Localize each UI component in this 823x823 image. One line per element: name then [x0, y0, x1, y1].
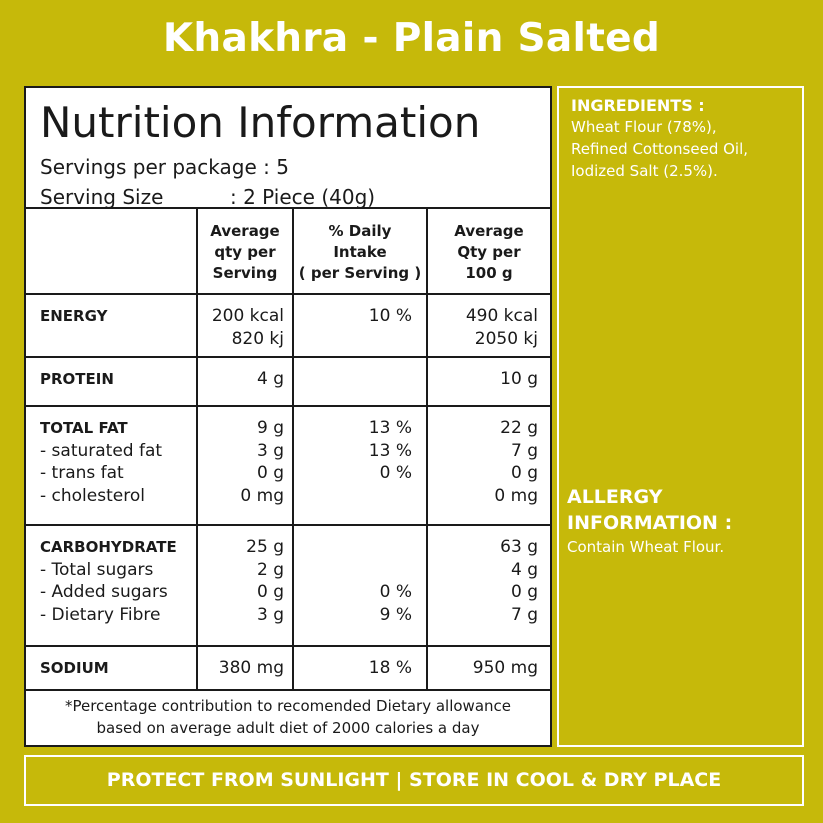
sub-nutrient-name: - Dietary Fibre: [40, 604, 161, 625]
per100-cell: [428, 647, 550, 689]
nutrient-cell: [26, 295, 198, 356]
serving-value: 0 g: [256, 463, 284, 483]
table-row-energy: [26, 295, 550, 358]
servings-value: 5: [276, 155, 289, 179]
nutrition-header: [40, 94, 540, 212]
daily-cell: [294, 295, 428, 356]
serving-cell: [198, 358, 294, 405]
ingredients-heading: INGREDIENTS :: [571, 96, 705, 115]
ingredients-line: Wheat Flour (78%),: [571, 118, 717, 136]
serving-cell: [198, 526, 294, 645]
sub-nutrient-name: - trans fat: [40, 463, 124, 483]
header-per100-line: 100 g: [465, 264, 513, 282]
nutrient-name: PROTEIN: [40, 370, 114, 388]
sub-nutrient-name: - saturated fat: [40, 440, 163, 461]
serving-cell: [198, 407, 294, 524]
header-serving-line: Average: [210, 222, 280, 240]
nutrition-panel: [24, 86, 552, 747]
allergy-heading: ALLERGY: [567, 486, 663, 508]
table-row-carbohydrate: [26, 526, 550, 647]
daily-cell: [294, 647, 428, 689]
header-serving-line: qty per: [214, 243, 276, 261]
info-sidebar: [557, 86, 804, 747]
header-daily: [294, 209, 428, 293]
per100-value: 4 g: [510, 559, 538, 580]
nutrient-cell: [26, 407, 198, 524]
header-nutrient: [26, 209, 198, 293]
serving-value: 820 kj: [231, 328, 284, 349]
storage-banner: PROTECT FROM SUNLIGHT | STORE IN COOL & DRY PLACE: [24, 755, 804, 806]
serving-value: 25 g: [246, 537, 284, 557]
per100-value: 10 g: [500, 369, 538, 389]
serving-value: 0 mg: [240, 485, 284, 506]
per100-value: 7 g: [510, 604, 538, 625]
daily-value: 9 %: [379, 604, 412, 625]
servings-line: [40, 152, 540, 182]
header-daily-line: % Daily: [328, 222, 392, 240]
serving-value: 3 g: [256, 604, 284, 625]
per100-value: 7 g: [510, 440, 538, 461]
nutrient-cell: [26, 647, 198, 689]
footnote-line: *Percentage contribution to recomended Dietary allowance: [64, 697, 511, 715]
serving-value: 3 g: [256, 440, 284, 461]
header-per100: [428, 209, 550, 293]
daily-value: 0 %: [379, 463, 412, 483]
daily-value: [294, 536, 412, 559]
daily-cell: [294, 407, 428, 524]
footnote-line: based on average adult diet of 2000 calories a day: [96, 719, 480, 737]
table-header-row: [26, 209, 550, 295]
per100-cell: [428, 295, 550, 356]
sub-nutrient-name: - Added sugars: [40, 582, 168, 602]
serving-value: 380 mg: [218, 658, 284, 678]
header-per100-line: Qty per: [457, 243, 521, 261]
serving-cell: [198, 295, 294, 356]
nutrient-name: CARBOHYDRATE: [40, 538, 177, 556]
daily-value: 13 %: [368, 418, 412, 438]
header-daily-line: ( per Serving ): [298, 264, 422, 282]
ingredients-block: [571, 96, 797, 182]
daily-value: [294, 368, 412, 391]
product-title: Khakhra - Plain Salted: [162, 16, 661, 61]
per100-value: 0 g: [510, 463, 538, 483]
ingredients-line: Iodized Salt (2.5%).: [571, 162, 718, 180]
table-row-sodium: [26, 647, 550, 691]
serving-size-label: Serving Size: [40, 185, 164, 209]
per100-value: 950 mg: [472, 658, 538, 678]
sub-nutrient-name: - cholesterol: [40, 485, 145, 506]
ingredients-line: Refined Cottonseed Oil,: [571, 140, 749, 158]
serving-value: 200 kcal: [211, 306, 284, 326]
daily-value: 18 %: [368, 658, 412, 678]
header-daily-line: Intake: [333, 243, 387, 261]
per100-value: 0 g: [510, 582, 538, 602]
daily-cell: [294, 358, 428, 405]
serving-value: 0 g: [256, 582, 284, 602]
allergy-block: [567, 484, 797, 558]
per100-value: 63 g: [500, 537, 538, 557]
allergy-text: Contain Wheat Flour.: [567, 538, 725, 556]
serving-cell: [198, 647, 294, 689]
nutrient-name: TOTAL FAT: [40, 419, 128, 437]
footnote: [26, 687, 550, 745]
header-serving-line: Serving: [212, 264, 278, 282]
per100-value: 2050 kj: [474, 328, 538, 349]
servings-label: Servings per package :: [40, 155, 270, 179]
nutrition-table: [26, 207, 550, 691]
header-serving: [198, 209, 294, 293]
nutrient-cell: [26, 526, 198, 645]
serving-value: 4 g: [256, 369, 284, 389]
daily-value: 13 %: [368, 440, 412, 461]
per100-cell: [428, 358, 550, 405]
per100-cell: [428, 407, 550, 524]
daily-cell: [294, 526, 428, 645]
serving-value: 2 g: [256, 559, 284, 580]
nutrient-name: ENERGY: [40, 307, 108, 325]
per100-value: 22 g: [500, 418, 538, 438]
header-per100-line: Average: [454, 222, 524, 240]
daily-value: [294, 559, 412, 582]
daily-value: 0 %: [379, 582, 412, 602]
nutrient-cell: [26, 358, 198, 405]
per100-value: 0 mg: [494, 485, 538, 506]
nutrition-heading: Nutrition Information: [40, 98, 481, 147]
serving-value: 9 g: [256, 418, 284, 438]
sub-nutrient-name: - Total sugars: [40, 559, 154, 580]
serving-size-value: : 2 Piece (40g): [230, 185, 376, 209]
per100-cell: [428, 526, 550, 645]
table-row-protein: [26, 358, 550, 407]
nutrient-name: SODIUM: [40, 659, 109, 677]
per100-value: 490 kcal: [465, 306, 538, 326]
table-row-total-fat: [26, 407, 550, 526]
daily-value: 10 %: [368, 306, 412, 326]
allergy-heading: INFORMATION :: [567, 512, 733, 534]
